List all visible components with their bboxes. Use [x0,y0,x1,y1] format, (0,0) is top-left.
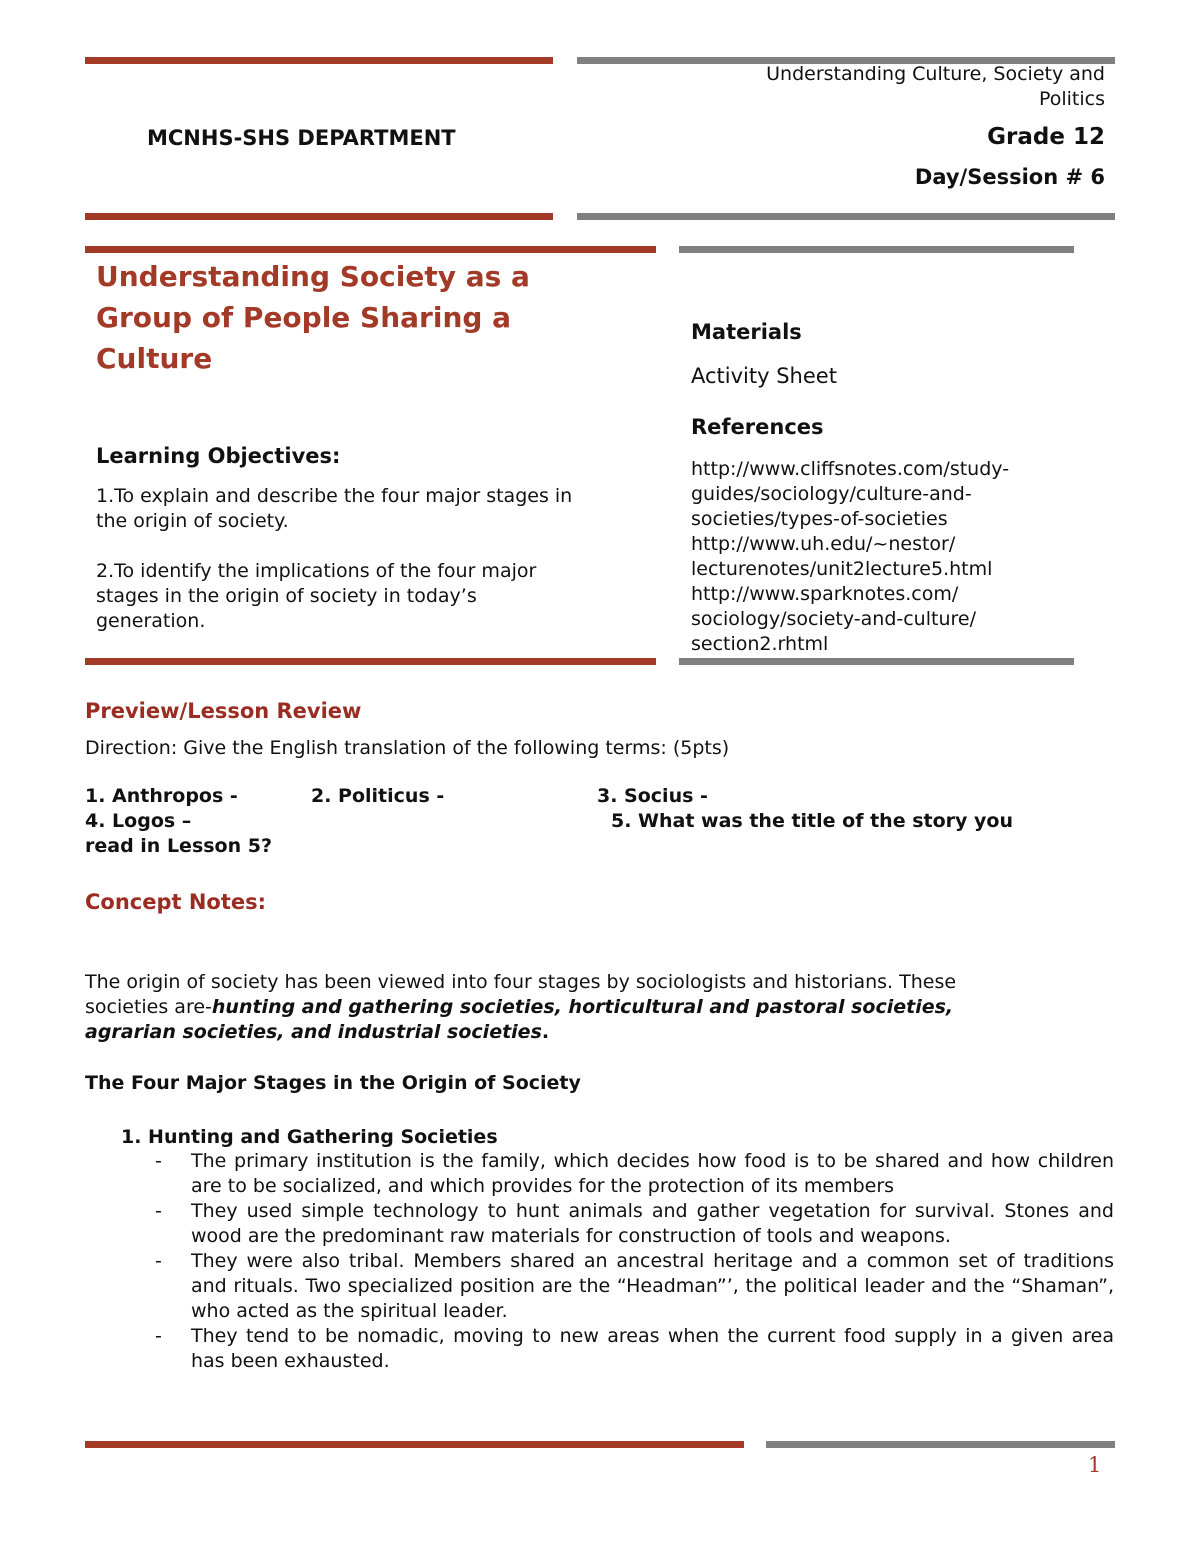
concept-paragraph [85,970,1115,1045]
list-item: - They used simple technology to hunt animals and gather vegetation for survival. Stones and wood are the predominant raw materials for construction of tools and weapons. [85,1199,1114,1249]
concept-paragraph-line-2 [85,995,1115,1020]
preview-item-4: 4. Logos – [85,810,192,832]
objective-2 [96,559,656,634]
objectives-heading: Learning Objectives: [96,444,341,468]
page-number: 1 [1088,1453,1102,1477]
references-heading: References [691,415,824,439]
concept-paragraph-line-1: The origin of society has been viewed into four stages by sociologists and historians. These [85,971,957,993]
reference-line[interactable]: societies/types-of-societies [691,508,948,530]
stage-1-title: 1. Hunting and Gathering Societies [121,1126,498,1148]
preview-item-1: 1. Anthropos - [85,785,238,807]
header-top-red-bar [85,57,553,64]
objective-1-line-1: 1.To explain and describe the four major stages in [96,485,573,507]
subject-line-1: Understanding Culture, Society and [766,63,1105,85]
materials-heading: Materials [691,320,802,344]
lesson-title-line-1: Understanding Society as a [96,260,530,293]
lesson-title [96,256,656,379]
footer-red-bar [85,1441,744,1448]
lesson-bottom-red-bar [85,658,656,665]
objective-1 [96,484,656,534]
objective-2-line-2: stages in the origin of society in today’s [96,585,477,607]
reference-line[interactable]: http://www.cliffsnotes.com/study- [691,458,1010,480]
stage-1-bullet-list [85,1149,1114,1374]
footer-gray-bar [766,1441,1115,1448]
sidebar-bottom-gray-bar [679,658,1074,665]
concept-heading: Concept Notes: [85,890,267,914]
concept-paragraph-line-3 [85,1020,1115,1045]
department-label: MCNHS-SHS DEPARTMENT [147,126,456,150]
objective-1-line-2: the origin of society. [96,510,289,532]
reference-line[interactable]: http://www.sparknotes.com/ [691,583,959,605]
preview-item-5-continued: read in Lesson 5? [85,835,272,857]
references-list [691,457,1071,657]
subject-line-2: Politics [1038,88,1105,110]
list-item: - The primary institution is the family, which decides how food is to be shared and how children are to be socialized, and which provides for the protection of its members [85,1149,1114,1199]
preview-item-2: 2. Politicus - [311,785,445,807]
objective-2-line-1: 2.To identify the implications of the four major [96,560,537,582]
reference-line[interactable]: sociology/society-and-culture/ [691,608,976,630]
society-types-emphasis: hunting and gathering societies, horticultural and pastoral societies, [211,996,954,1018]
grade-label: Grade 12 [987,124,1105,150]
materials-item: Activity Sheet [691,364,837,388]
header-bottom-gray-bar [577,213,1115,220]
society-types-emphasis: agrarian societies, and industrial societies [85,1021,542,1043]
preview-heading: Preview/Lesson Review [85,699,362,723]
header-bottom-red-bar [85,213,553,220]
preview-direction: Direction: Give the English translation of the following terms: (5pts) [85,737,730,759]
preview-item-3: 3. Socius - [597,785,708,807]
list-item: - They were also tribal. Members shared an ancestral heritage and a common set of traditions and rituals. Two specialized position are the “Headman”’, the political leader and the “Shaman”, who acted as the spiritual leader. [85,1249,1114,1324]
session-label: Day/Session # 6 [914,165,1105,189]
preview-item-5: 5. What was the title of the story you [611,810,1013,832]
reference-line[interactable]: guides/sociology/culture-and- [691,483,972,505]
lesson-top-red-bar [85,246,656,253]
list-item: - They tend to be nomadic, moving to new areas when the current food supply in a given area has been exhausted. [85,1324,1114,1374]
concept-paragraph-period: . [541,1021,550,1043]
lesson-title-line-2: Group of People Sharing a [96,301,512,334]
reference-line[interactable]: http://www.uh.edu/~nestor/ [691,533,956,555]
reference-line[interactable]: section2.rhtml [691,633,829,655]
lesson-title-line-3: Culture [96,342,213,375]
subject-title [585,62,1105,112]
stages-heading: The Four Major Stages in the Origin of Society [85,1072,581,1094]
sidebar-top-gray-bar [679,246,1074,253]
reference-line[interactable]: lecturenotes/unit2lecture5.html [691,558,993,580]
objective-2-line-3: generation. [96,610,206,632]
concept-paragraph-text: societies are- [85,996,212,1018]
